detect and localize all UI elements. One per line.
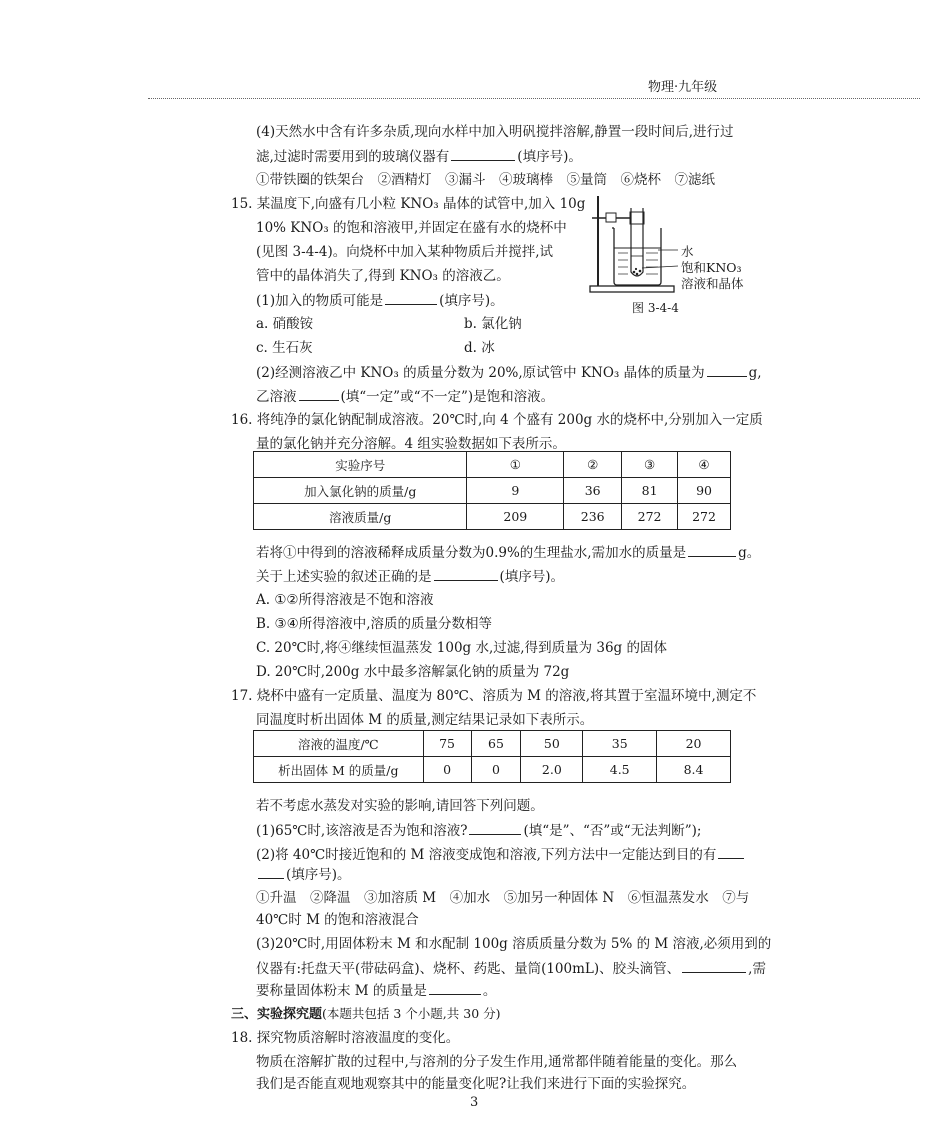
table-cell: 析出固体 M 的质量/g [254,757,424,783]
q15-line3: (见图 3-4-4)。向烧杯中加入某种物质后并搅拌,试 [256,244,554,260]
q17-sub3-line1: (3)20℃时,用固体粉末 M 和水配制 100g 溶质质量分数为 5% 的 M 溶液,必须用到的 [256,936,772,952]
q17-sub1-text: (1)65℃时,该溶液是否为饱和溶液? [256,823,468,839]
table-cell: 75 [423,731,471,757]
table-cell: 272 [678,504,731,530]
table-cell: 实验序号 [254,452,467,478]
page-number: 3 [470,1095,479,1110]
table-cell: 加入氯化钠的质量/g [254,478,467,504]
q16-after2-text: 关于上述实验的叙述正确的是 [256,569,432,585]
q17-sub2-options-2: 40℃时 M 的饱和溶液混合 [256,912,419,928]
q14-4-line1: (4)天然水中含有许多杂质,现向水样中加入明矾搅拌溶解,静置一段时间后,进行过 [256,124,734,140]
q15-line4: 管中的晶体消失了,得到 KNO₃ 的溶液乙。 [256,268,510,284]
q17-intro: 若不考虑水蒸发对实验的影响,请回答下列问题。 [256,798,544,814]
table-cell: 209 [467,504,564,530]
q15-opt-a: a. 硝酸铵 [256,316,314,332]
table-cell: 9 [467,478,564,504]
q15-sub2-line2-suffix: (填“一定”或“不一定”)是饱和溶液。 [340,389,555,405]
q17-sub2 [256,844,746,865]
q15-sub2 [256,362,762,383]
table-cell: 81 [622,478,678,504]
q16-option-b: B. ③④所得溶液中,溶质的质量分数相等 [256,616,492,632]
q15-sub2-line2-text: 乙溶液 [256,389,297,405]
table-cell: 2.0 [521,757,583,783]
q15-sub1 [256,290,504,311]
section-heading [231,1004,501,1025]
q15-line2: 10% KNO₃ 的饱和溶液甲,并固定在盛有水的烧杯中 [256,220,567,236]
table-row [254,452,731,478]
answer-blank[interactable] [434,566,498,581]
q14-4-options: ①带铁圈的铁架台 ②酒精灯 ③漏斗 ④玻璃棒 ⑤量筒 ⑥烧杯 ⑦滤纸 [256,172,715,188]
q17-sub1 [256,820,701,841]
q15-sub1-suffix: (填序号)。 [439,293,504,309]
answer-blank[interactable] [299,386,339,401]
q17-line1: 17. 烧杯中盛有一定质量、温度为 80℃、溶质为 M 的溶液,将其置于室温环境中,测定不 [231,688,757,704]
q16-after1-text: 若将①中得到的溶液稀释成质量分数为0.9%的生理盐水,需加水的质量是 [256,545,687,561]
q16-option-c: C. 20℃时,将④继续恒温蒸发 100g 水,过滤,得到质量为 36g 的固体 [256,640,667,656]
q16-line2: 量的氯化钠并充分溶解。4 组实验数据如下表所示。 [256,436,566,452]
table-row [254,757,731,783]
q16-after1-unit: g。 [738,545,761,561]
table-row [254,731,731,757]
table-cell: 272 [622,504,678,530]
table-cell: ③ [622,452,678,478]
table-cell: 36 [564,478,622,504]
q17-sub2-suffix: (填序号)。 [286,867,351,883]
figure-label-water: 水 [681,244,694,259]
table-cell: 8.4 [657,757,731,783]
q18-line3: 我们是否能直观地观察其中的能量变化呢?让我们来进行下面的实验探究。 [256,1076,696,1092]
q16-line1: 16. 将纯净的氯化钠配制成溶液。20℃时,向 4 个盛有 200g 水的烧杯中,分别加入一定质 [231,412,763,428]
table-cell: 溶液质量/g [254,504,467,530]
q17-line2: 同温度时析出固体 M 的质量,测定结果记录如下表所示。 [256,712,594,728]
q17-sub3-line2-text: 仪器有:托盘天平(带砝码盒)、烧杯、药匙、量筒(100mL)、胶头滴管、 [256,961,681,977]
q17-sub2-options: ①升温 ②降温 ③加溶质 M ④加水 ⑤加另一种固体 N ⑥恒温蒸发水 ⑦与 [256,890,750,906]
table-cell: ① [467,452,564,478]
q18-line2: 物质在溶解扩散的过程中,与溶剂的分子发生作用,通常都伴随着能量的变化。那么 [256,1054,738,1070]
figure-caption: 图 3-4-4 [632,301,679,315]
table-cell: 236 [564,504,622,530]
table-cell: 4.5 [583,757,657,783]
table-row [254,504,731,530]
q14-4-line2 [256,146,582,167]
q16-option-d: D. 20℃时,200g 水中最多溶解氯化钠的质量为 72g [256,664,570,680]
q15-line1: 15. 某温度下,向盛有几小粒 KNO₃ 晶体的试管中,加入 10g [231,196,586,212]
table-cell: 溶液的温度/℃ [254,731,424,757]
q16-after2-suffix: (填序号)。 [499,569,565,585]
q15-sub2-line2 [256,386,554,407]
q17-sub3-line2 [256,958,766,979]
q17-sub3-line2-suffix: ,需 [748,961,766,977]
answer-blank[interactable] [688,542,736,557]
table-cell: 0 [423,757,471,783]
table-cell: 90 [678,478,731,504]
q17-sub2-cont [256,864,351,885]
page-header: 物理·九年级 [648,80,718,95]
q14-4-line2-text: 滤,过滤时需要用到的玻璃仪器有 [256,149,450,165]
q17-sub3-line3 [256,980,496,1001]
q18-line1: 18. 探究物质溶解时溶液温度的变化。 [231,1030,460,1046]
table-cell: 20 [657,731,731,757]
table-cell: 35 [583,731,657,757]
table-cell: 0 [471,757,521,783]
answer-blank[interactable] [682,958,746,973]
q15-sub1-text: (1)加入的物质可能是 [256,293,384,309]
section-note: (本题共包括 3 个小题,共 30 分) [322,1006,501,1021]
table-row [254,478,731,504]
q16-data-table [253,451,731,530]
answer-blank[interactable] [451,146,515,161]
figure-label-solution-1: 饱和KNO₃ [681,260,742,275]
table-cell: ④ [678,452,731,478]
q15-sub2-text: (2)经测溶液乙中 KNO₃ 的质量分数为 20%,原试管中 KNO₃ 晶体的质量为 [256,365,705,381]
header-rule [148,98,920,99]
answer-blank-cont[interactable] [258,864,284,879]
q17-sub1-suffix: (填“是”、“否”或“无法判断”); [523,823,702,839]
q17-sub2-text: (2)将 40℃时接近饱和的 M 溶液变成饱和溶液,下列方法中一定能达到目的有 [256,847,717,863]
section-title: 三、实验探究题 [231,1007,323,1022]
q15-opt-b: b. 氯化钠 [464,316,522,332]
answer-blank[interactable] [429,980,481,995]
table-cell: 65 [471,731,521,757]
q15-sub2-unit: g, [748,365,762,381]
answer-blank[interactable] [707,362,747,377]
q17-sub3-line3-text: 要称量固体粉末 M 的质量是 [256,983,427,999]
q16-after1 [256,542,760,563]
q16-option-a: A. ①②所得溶液是不饱和溶液 [256,592,434,608]
table-cell: 50 [521,731,583,757]
answer-blank[interactable] [718,844,744,859]
q17-sub3-line3-suffix: 。 [482,983,497,999]
q15-opt-d: d. 冰 [464,340,495,356]
q14-4-line2-suffix: (填序号)。 [517,149,582,165]
table-cell: ② [564,452,622,478]
answer-blank[interactable] [469,820,521,835]
answer-blank[interactable] [385,290,437,305]
q16-after2 [256,566,564,587]
q15-opt-c: c. 生石灰 [256,340,313,356]
figure-label-solution-2: 溶液和晶体 [681,276,744,291]
q17-data-table [253,730,731,783]
